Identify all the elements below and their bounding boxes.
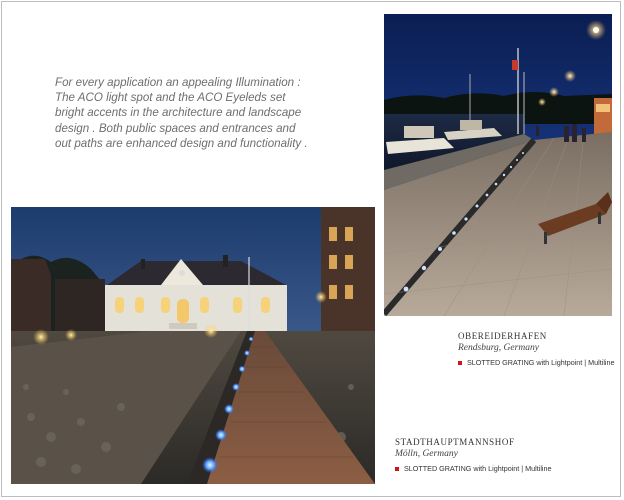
location-city: Rendsburg, Germany [458,343,539,353]
square-photo [11,207,375,484]
product-line [458,357,615,369]
intro-line: The ACO light spot and the ACO Eyeleds set [55,91,286,105]
location-city: Mölln, Germany [395,449,458,459]
harbor-caption [458,330,615,369]
intro-line: bright accents in the architecture and landscape [55,106,302,120]
location-name: STADTHAUPTMANNSHOF [395,437,515,447]
intro-line: out paths are enhanced design and functionality . [55,136,308,150]
location-name: OBEREIDERHAFEN [458,331,547,341]
product-label: SLOTTED GRATING with Lightpoint | Multiline [404,464,552,473]
bullet-square-icon [395,467,399,471]
product-label: SLOTTED GRATING with Lightpoint | Multiline [467,358,615,367]
intro-line: For every application an appealing Illumination : [55,76,301,89]
intro-line: design . Both public spaces and entrances and [55,121,296,135]
harbor-photo [384,14,612,316]
square-caption [395,436,552,475]
bullet-square-icon [458,361,462,365]
product-line [395,463,552,475]
intro-paragraph [55,75,335,151]
